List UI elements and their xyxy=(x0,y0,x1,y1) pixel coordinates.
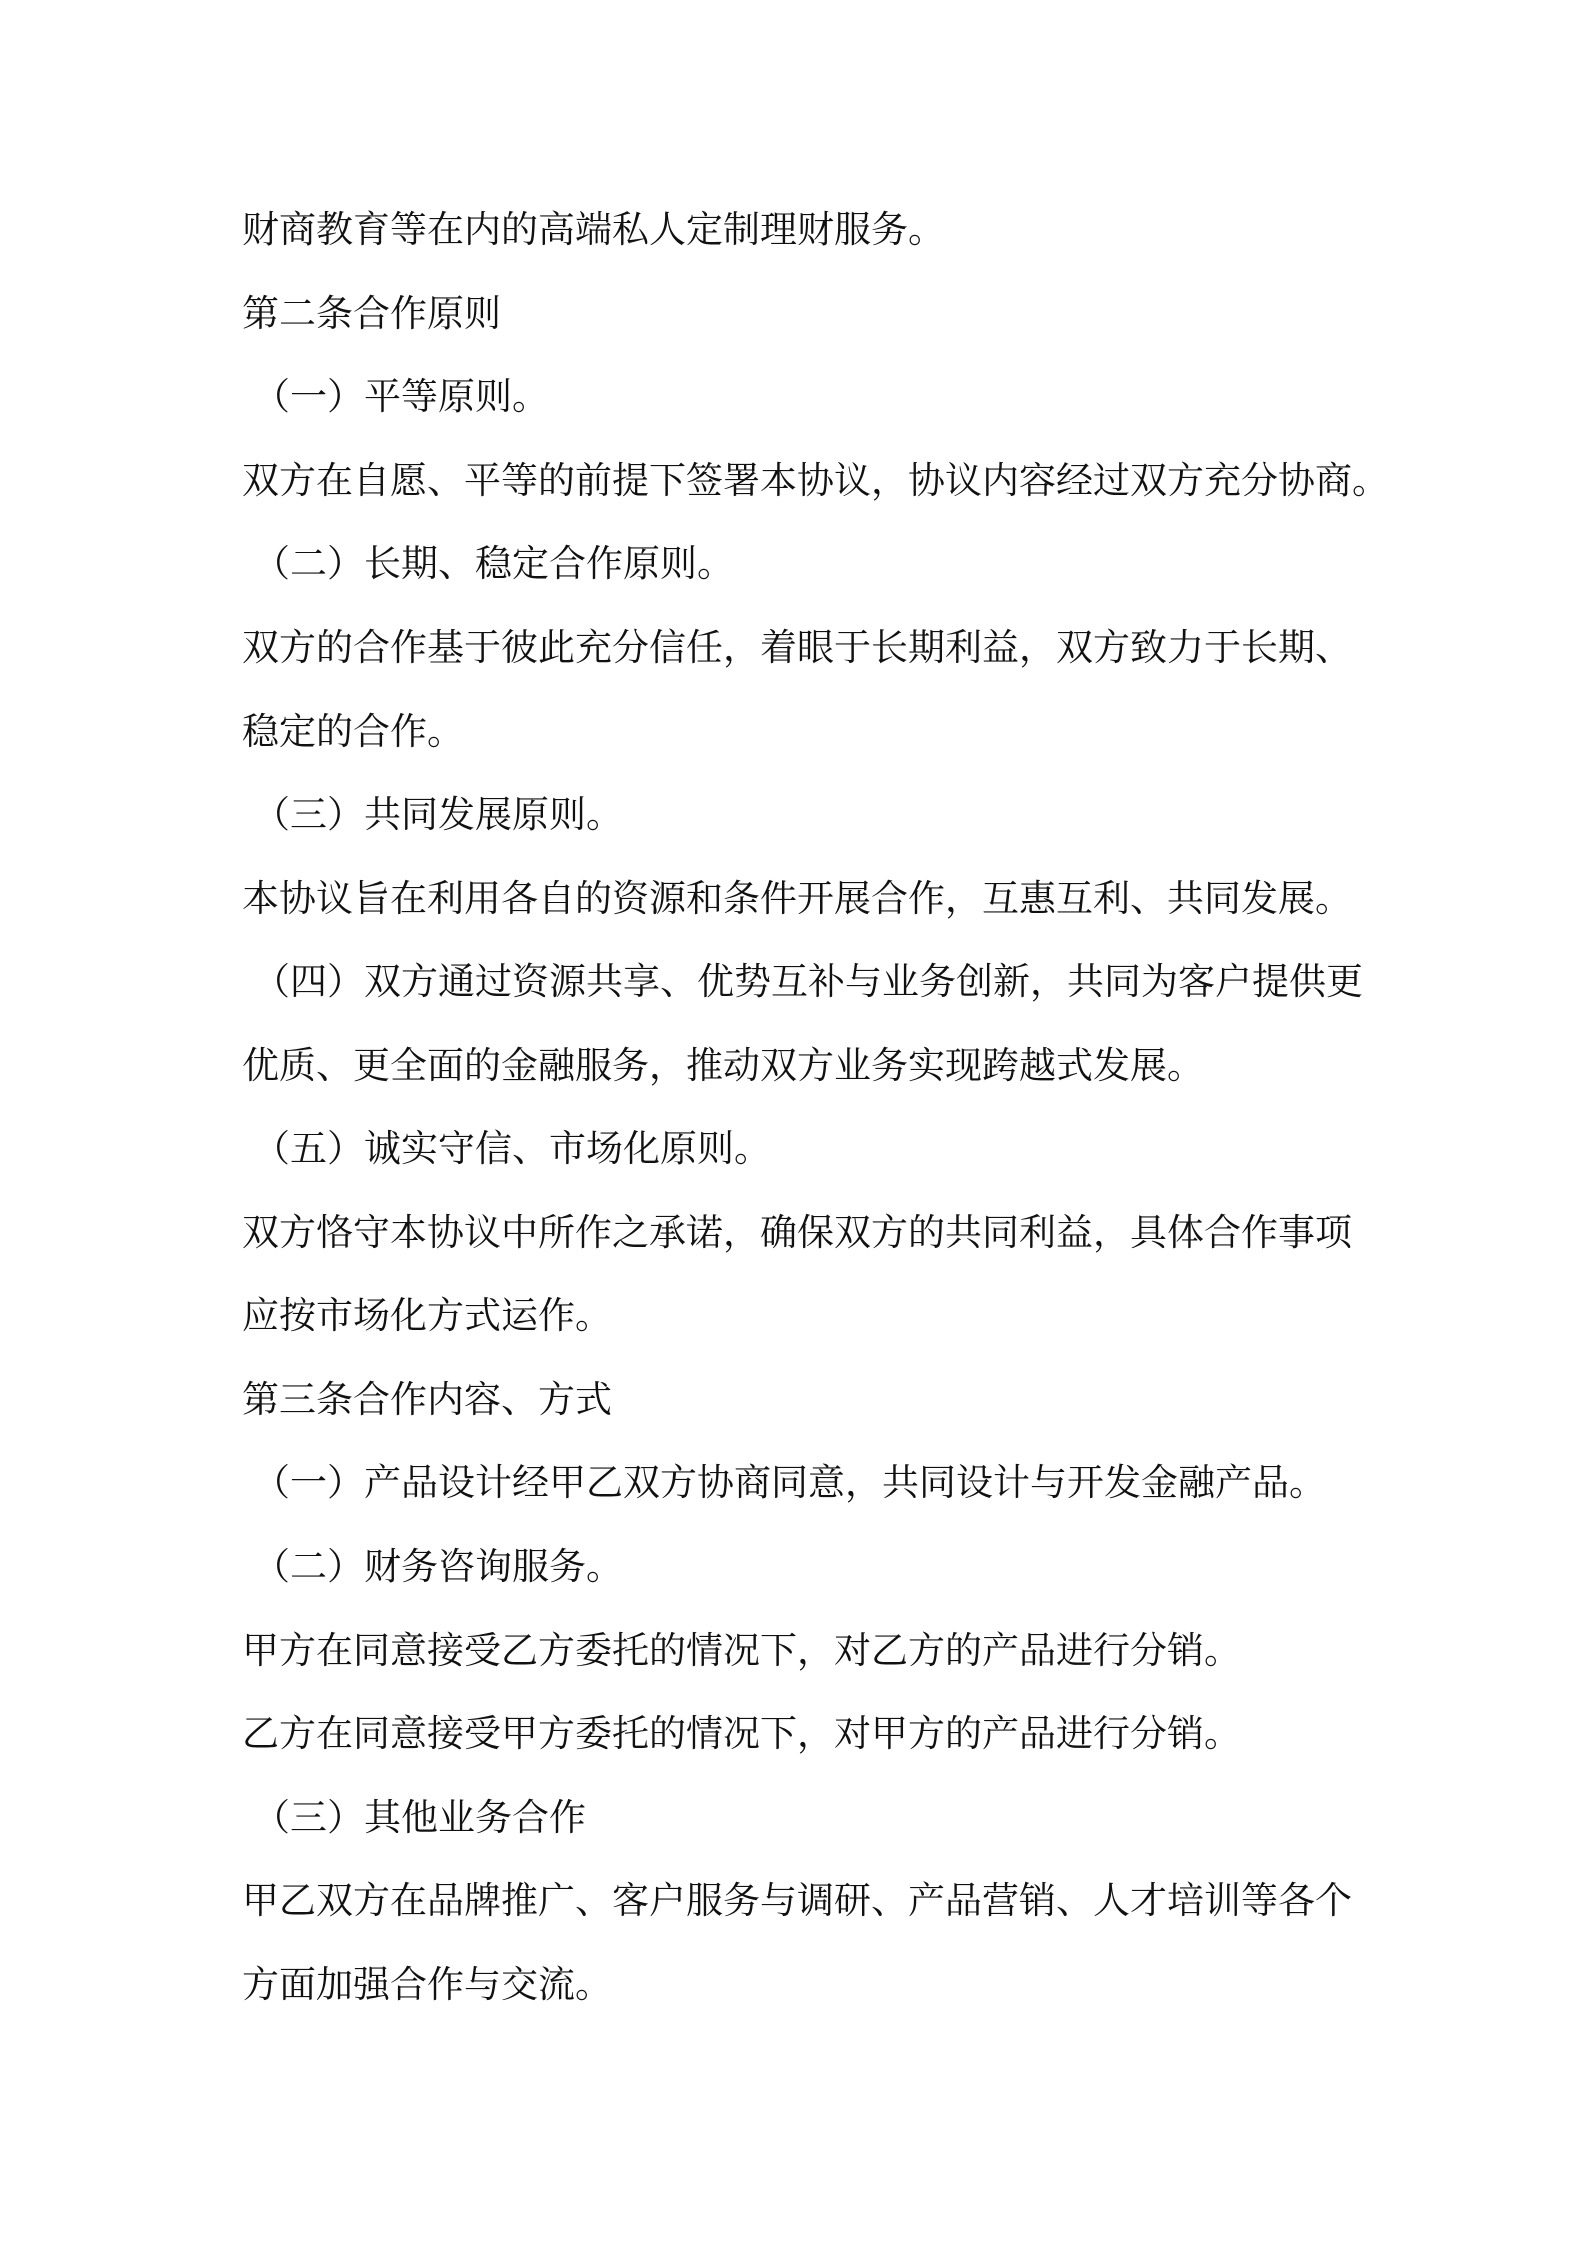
text-line-6: 双方的合作基于彼此充分信任，着眼于长期利益，双方致力于长期、 xyxy=(242,626,1352,669)
section-heading-article-2: 第二条合作原则 xyxy=(242,292,501,335)
text-line-21: 甲乙双方在品牌推广、客户服务与调研、产品营销、人才培训等各个 xyxy=(242,1879,1352,1922)
clause-heading-1: （一）平等原则。 xyxy=(253,375,549,418)
text-line-18: 甲方在同意接受乙方委托的情况下，对乙方的产品进行分销。 xyxy=(242,1629,1241,1672)
clause-heading-4: （四）双方通过资源共享、优势互补与业务创新，共同为客户提供更 xyxy=(253,960,1363,1003)
section-heading-article-3: 第三条合作内容、方式 xyxy=(242,1378,612,1421)
text-line-13: 双方恪守本协议中所作之承诺，确保双方的共同利益，具体合作事项 xyxy=(242,1211,1352,1254)
text-line-4: 双方在自愿、平等的前提下签署本协议，协议内容经过双方充分协商。 xyxy=(242,459,1389,502)
text-line-1: 财商教育等在内的高端私人定制理财服务。 xyxy=(242,208,945,251)
text-line-7: 稳定的合作。 xyxy=(242,710,464,753)
text-line-14: 应按市场化方式运作。 xyxy=(242,1294,612,1337)
text-line-9: 本协议旨在利用各自的资源和条件开展合作，互惠互利、共同发展。 xyxy=(242,877,1352,920)
clause-heading-3-3: （三）其他业务合作 xyxy=(253,1796,586,1839)
clause-heading-3: （三）共同发展原则。 xyxy=(253,793,623,836)
clause-heading-2: （二）长期、稳定合作原则。 xyxy=(253,542,734,585)
clause-heading-3-2: （二）财务咨询服务。 xyxy=(253,1545,623,1588)
text-line-19: 乙方在同意接受甲方委托的情况下，对甲方的产品进行分销。 xyxy=(242,1712,1241,1755)
clause-heading-5: （五）诚实守信、市场化原则。 xyxy=(253,1127,771,1170)
text-line-11: 优质、更全面的金融服务，推动双方业务实现跨越式发展。 xyxy=(242,1044,1204,1087)
text-line-22: 方面加强合作与交流。 xyxy=(242,1963,612,2006)
clause-heading-3-1: （一）产品设计经甲乙双方协商同意，共同设计与开发金融产品。 xyxy=(253,1461,1326,1504)
